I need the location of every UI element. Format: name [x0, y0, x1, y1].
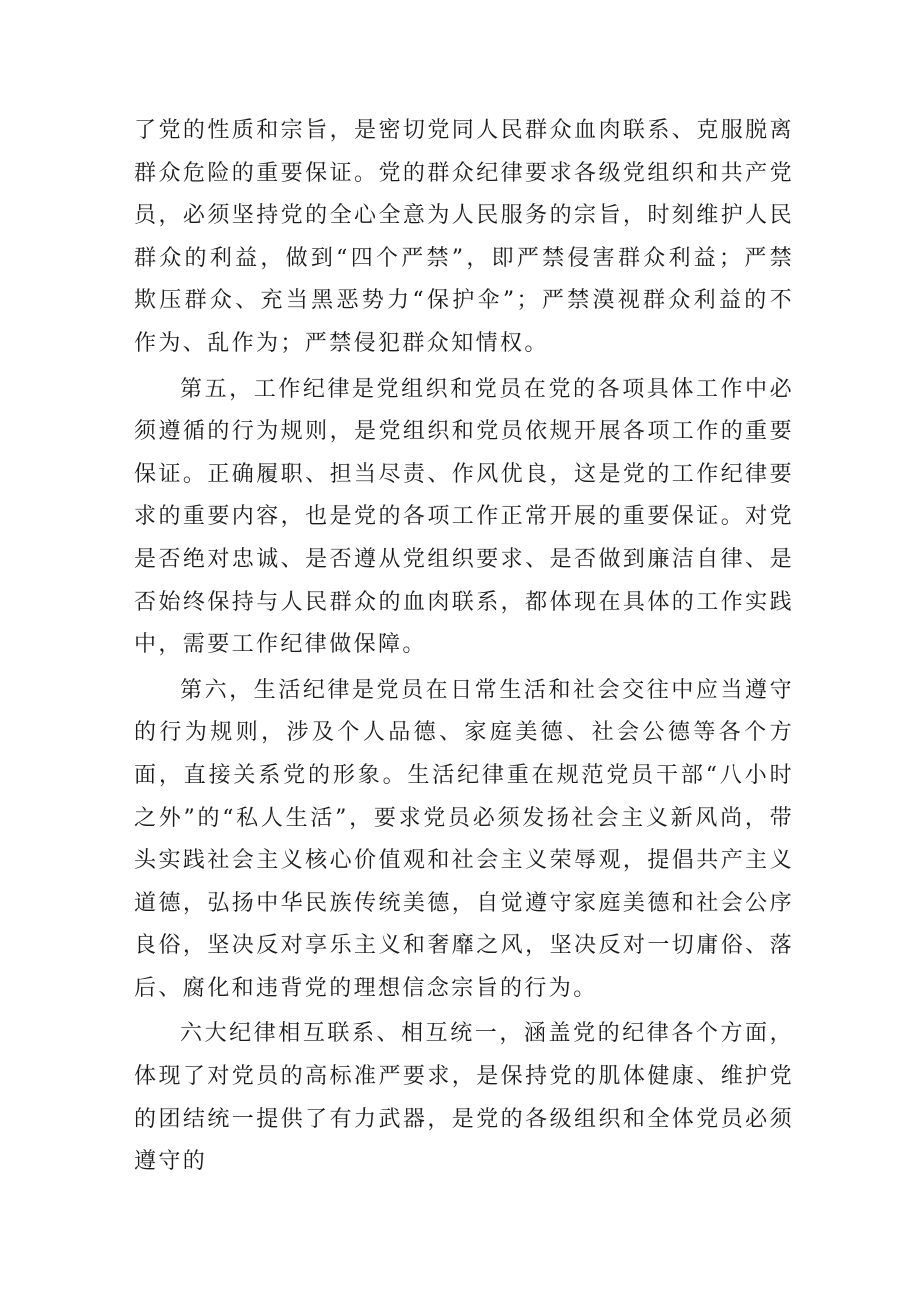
paragraph-mass-discipline-continued: 了党的性质和宗旨，是密切党同人民群众血肉联系、克服脱离群众危险的重要保证。党的群众纪律要求各级党组织和共产党员，必须坚持党的全心全意为人民服务的宗旨，时刻维护人民群众的利益，做到“四个严禁”，即严禁侵害群众利益；严禁欺压群众、充当黑恶势力“保护伞”；严禁漠视群众利益的不作为、乱作为；严禁侵犯群众知情权。: [134, 118, 794, 356]
document-body: [134, 110, 794, 1184]
paragraph-work-discipline: 第五，工作纪律是党组织和党员在党的各项具体工作中必须遵循的行为规则，是党组织和党员依规开展各项工作的重要保证。正确履职、担当尽责、作风优良，这是党的工作纪律要求的重要内容，也是党的各项工作正常开展的重要保证。对党是否绝对忠诚、是否遵从党组织要求、是否做到廉洁自律、是否始终保持与人民群众的血肉联系，都体现在具体的工作实践中，需要工作纪律做保障。: [134, 376, 794, 658]
paragraph-six-disciplines-summary: 六大纪律相互联系、相互统一，涵盖党的纪律各个方面，体现了对党员的高标准严要求，是保持党的肌体健康、维护党的团结统一提供了有力武器，是党的各级组织和全体党员必须遵守的: [134, 1021, 794, 1175]
paragraph-life-discipline: 第六，生活纪律是党员在日常生活和社会交往中应当遵守的行为规则，涉及个人品德、家庭美德、社会公德等各个方面，直接关系党的形象。生活纪律重在规范党员干部“八小时之外”的“私人生活”，要求党员必须发扬社会主义新风尚，带头实践社会主义核心价值观和社会主义荣辱观，提倡共产主义道德，弘扬中华民族传统美德，自觉遵守家庭美德和社会公序良俗，坚决反对享乐主义和奢靡之风，坚决反对一切庸俗、落后、腐化和违背党的理想信念宗旨的行为。: [134, 677, 794, 1001]
